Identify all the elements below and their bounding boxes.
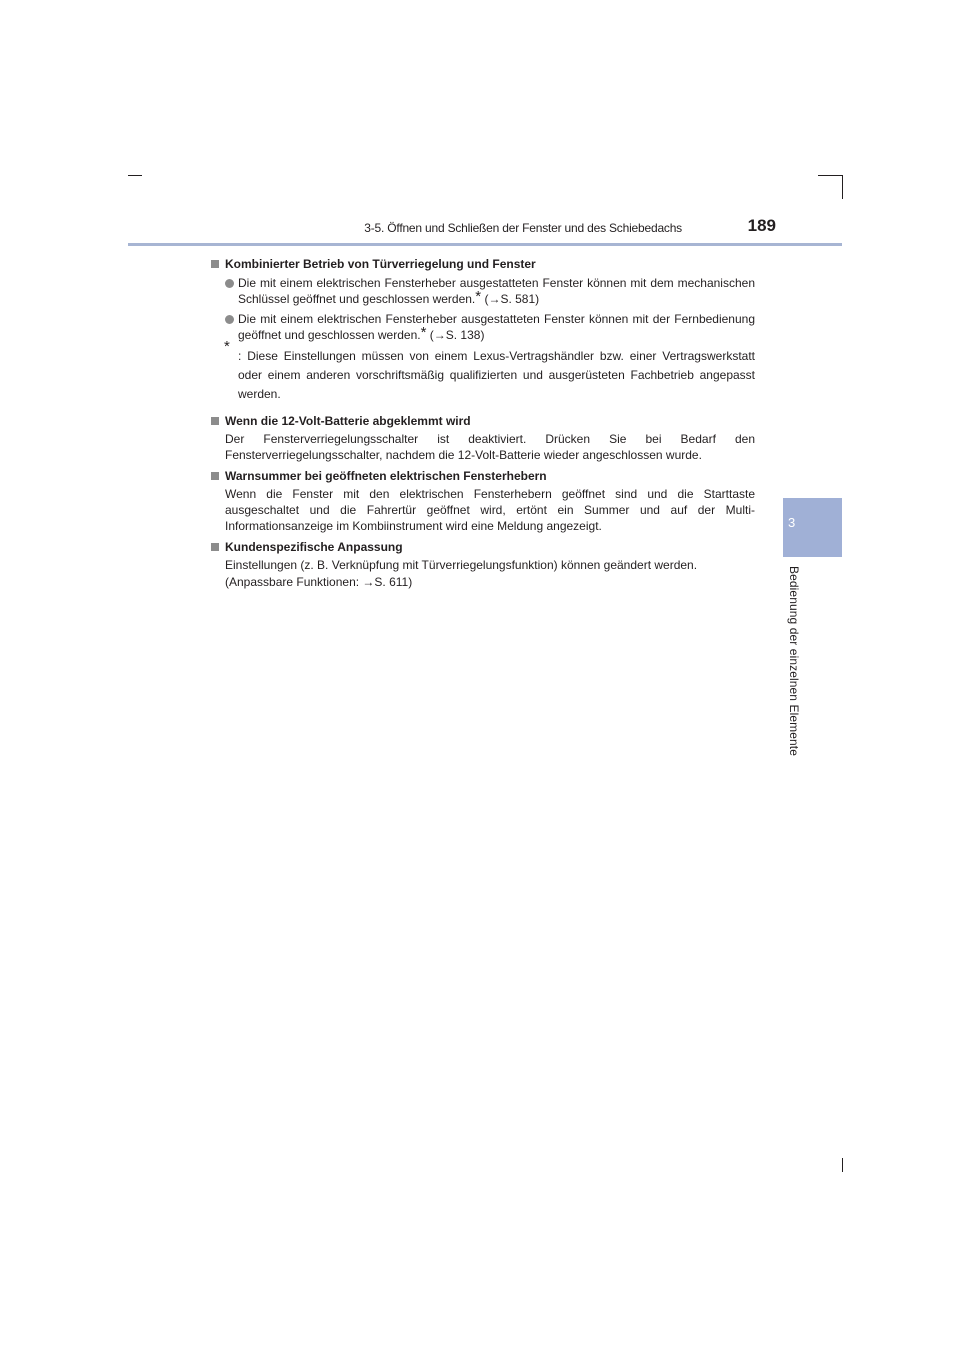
footnote: * : Diese Einstellungen müssen von einem Lexus-Vertragshändler bzw. einer Vertragswerkstatt oder einem anderen vorschriftsmäßig qualifizierten und ausgerüsteten Fachbetrieb angepasst werden. [224,338,755,401]
section-body: Der Fensterverriegelungsschalter ist deaktiviert. Drücken Sie bei Bedarf den Fensterverriegelungsschalter, nachdem die 12-Volt-Batterie wieder angeschlossen wurde. [225,432,755,462]
chapter-side-label: Bedienung der einzelnen Elemente [787,566,801,757]
page-reference: (→S. 581) [484,292,540,306]
section-heading: Kundenspezifische Anpassung [210,538,755,556]
section-battery-disconnected [210,412,755,463]
circle-bullet-icon [225,279,234,288]
square-bullet-icon [211,472,219,480]
crop-mark-top-left [128,175,142,176]
crop-mark-top-right-h [818,175,842,176]
section-heading: Wenn die 12-Volt-Batterie abgeklemmt wird [210,412,755,430]
section-customization [210,538,755,590]
crop-mark-top-right-v [842,175,843,199]
chapter-number: 3 [788,515,796,530]
section-heading: Warnsummer bei geöffneten elektrischen Fensterhebern [210,467,755,485]
section-combined-operation [210,255,755,404]
page-number: 189 [747,216,776,235]
circle-bullet-icon [225,315,234,324]
section-body-reference: (Anpassbare Funktionen: →S. 611) [225,575,413,589]
page-reference: (→S. 138) [429,328,485,342]
crop-mark-bottom-right [842,1158,843,1172]
section-body: Einstellungen (z. B. Verknüpfung mit Türverriegelungsfunktion) können geändert werden. [225,558,698,572]
square-bullet-icon [211,417,219,425]
section-heading: Kombinierter Betrieb von Türverriegelung und Fenster [210,255,755,273]
square-bullet-icon [211,543,219,551]
header-rule [128,243,842,246]
section-warning-buzzer [210,467,755,534]
running-header-title: 3-5. Öffnen und Schließen der Fenster und des Schiebedachs [364,221,682,235]
square-bullet-icon [211,260,219,268]
footnote-asterisk: * [420,324,427,341]
list-item: Die mit einem elektrischen Fensterheber ausgestatteten Fenster können mit dem mechanischen Schlüssel geöffnet und geschlossen werden.* (→S. 581) [210,275,755,307]
footnote-asterisk: * [475,288,482,305]
page-content [210,255,755,594]
list-item: Die mit einem elektrischen Fensterheber ausgestatteten Fenster können mit der Fernbedienung geöffnet und geschlossen werden.* (→S. 138) [210,311,755,343]
section-body: Wenn die Fenster mit den elektrischen Fensterhebern geöffnet sind und die Starttaste ausgeschaltet und die Fahrertür geöffnet wird, ertönt ein Summer und auf der Multi-Informationsanzeige im Kombiinstrument wird eine Meldung angezeigt. [225,487,755,533]
